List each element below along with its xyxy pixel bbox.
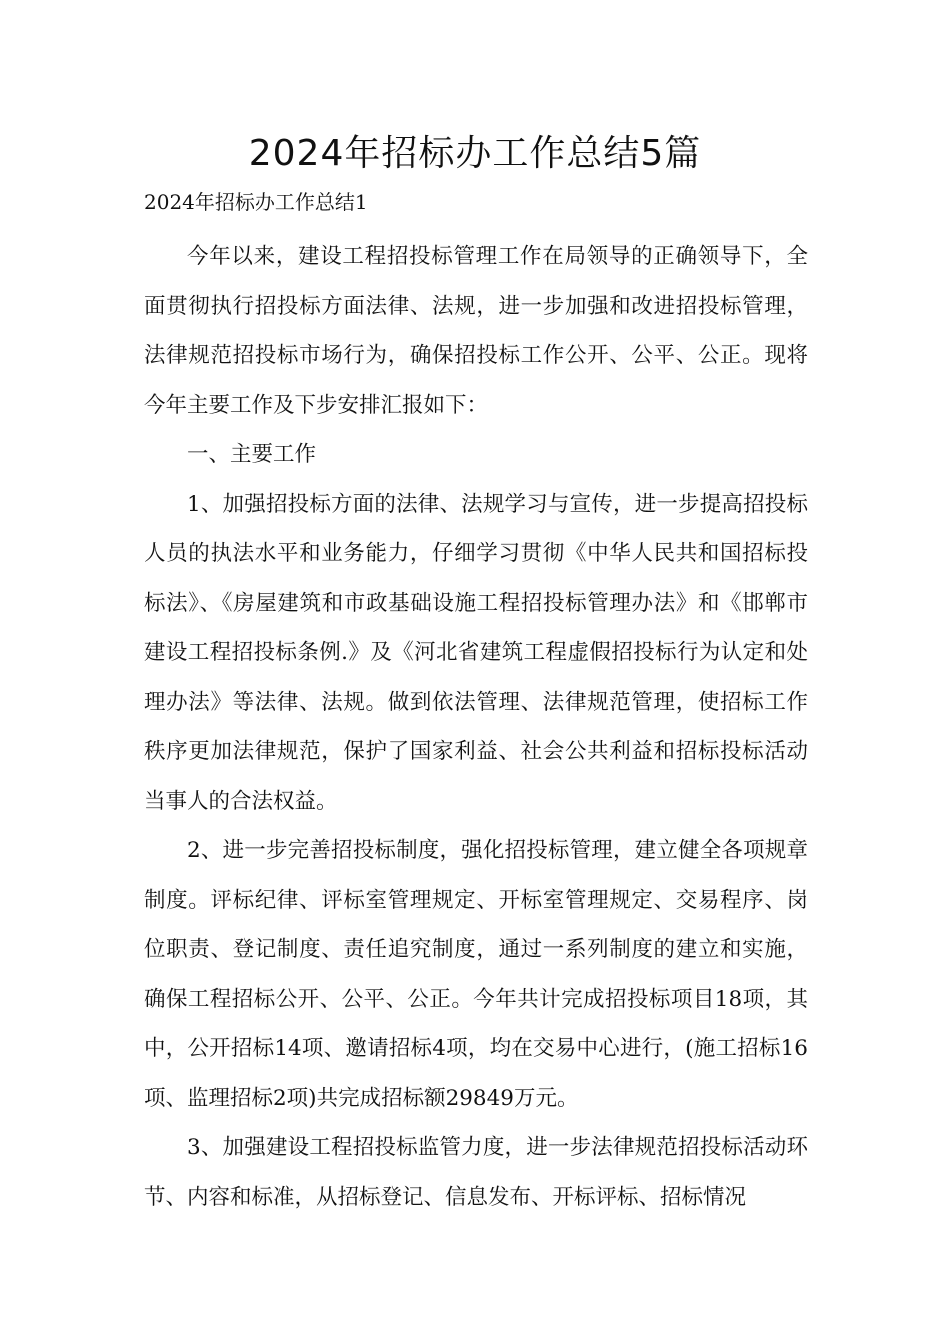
paragraph-item-3: 3、加强建设工程招投标监管力度，进一步法律规范招投标活动环节、内容和标准，从招标登记、信息发布、开标评标、招标情况 [144, 1135, 808, 1210]
document-title: 2024年招标办工作总结5篇 [248, 133, 702, 174]
paragraph-item-1: 1、加强招投标方面的法律、法规学习与宣传，进一步提高招投标人员的执法水平和业务能力，仔细学习贯彻《中华人民共和国招标投标法》、《房屋建筑和市政基础设施工程招投标管理办法》和《邯郸市建设工程招投标条例.》及《河北省建筑工程虚假招投标行为认定和处理办法》等法律、法规。做到依法管理、法律规范管理，使招标工作秩序更加法律规范，保护了国家利益、社会公共利益和招标投标活动当事人的合法权益。 [144, 491, 808, 814]
paragraph-intro: 今年以来，建设工程招投标管理工作在局领导的正确领导下，全面贯彻执行招投标方面法律、法规，进一步加强和改进招投标管理，法律规范招投标市场行为，确保招投标工作公开、公平、公正。现将今年主要工作及下步安排汇报如下： [144, 244, 808, 418]
section-heading-main-work: 一、主要工作 [187, 442, 317, 467]
document-body [144, 232, 808, 1222]
document-subtitle: 2024年招标办工作总结1 [144, 190, 368, 214]
paragraph-item-2: 2、进一步完善招投标制度，强化招投标管理，建立健全各项规章制度。评标纪律、评标室管理规定、开标室管理规定、交易程序、岗位职责、登记制度、责任追究制度，通过一系列制度的建立和实施，确保工程招标公开、公平、公正。今年共计完成招投标项目18项，其中，公开招标14项、邀请招标4项，均在交易中心进行，(施工招标16项、监理招标2项)共完成招标额29849万元。 [144, 838, 808, 1111]
